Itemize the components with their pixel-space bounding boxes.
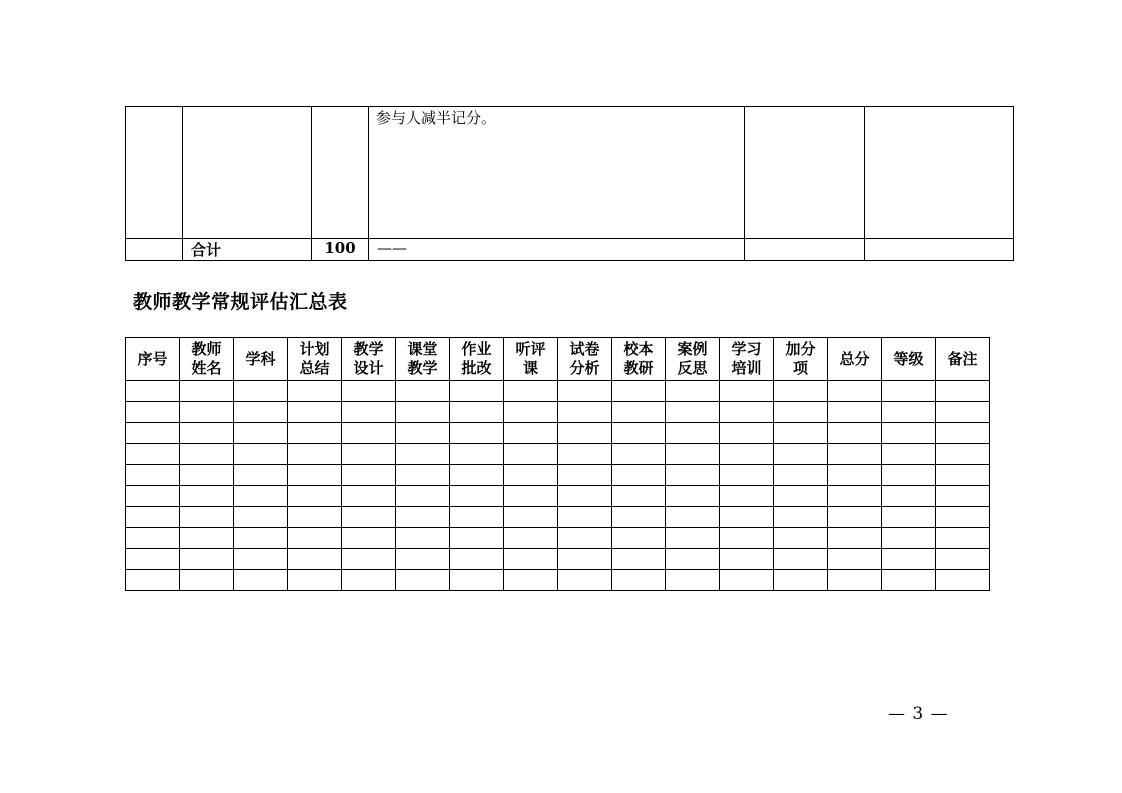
column-header-text: 设计 (353, 359, 384, 377)
table-cell (936, 402, 990, 423)
table-row (126, 465, 990, 486)
column-header-text: 课堂 (407, 340, 438, 358)
table-cell (126, 423, 180, 444)
table-cell (396, 486, 450, 507)
table-cell (558, 507, 612, 528)
table-cell (774, 423, 828, 444)
table-cell (936, 486, 990, 507)
table-cell (774, 381, 828, 402)
table-cell (882, 465, 936, 486)
section-title: 教师教学常规评估汇总表 (133, 291, 348, 313)
table-cell (450, 444, 504, 465)
column-header-text: 等级 (893, 349, 924, 368)
table-cell (450, 423, 504, 444)
table-cell (180, 444, 234, 465)
column-header-text: 分析 (569, 359, 600, 377)
table-cell (504, 486, 558, 507)
column-header-text: 教师 (191, 340, 222, 358)
table-cell (450, 549, 504, 570)
table-cell (882, 528, 936, 549)
table-cell (180, 423, 234, 444)
table-cell (288, 507, 342, 528)
table-cell (612, 549, 666, 570)
table-cell (666, 423, 720, 444)
table-cell (342, 423, 396, 444)
continued-row (126, 107, 1014, 239)
table-cell (342, 381, 396, 402)
table-cell (396, 465, 450, 486)
table-cell (180, 507, 234, 528)
table-cell (504, 402, 558, 423)
table-cell (666, 507, 720, 528)
table-cell (774, 465, 828, 486)
column-header-text: 反思 (677, 359, 708, 377)
column-header (936, 338, 990, 381)
table-cell (234, 486, 288, 507)
table-cell (450, 381, 504, 402)
table-cell (666, 486, 720, 507)
column-header-text: 序号 (137, 349, 168, 368)
table-cell (126, 239, 183, 261)
table-cell (180, 465, 234, 486)
table-cell (558, 549, 612, 570)
table-cell (126, 444, 180, 465)
table-cell (828, 549, 882, 570)
table-cell (288, 528, 342, 549)
table-cell (882, 486, 936, 507)
evaluation-summary-table (125, 337, 990, 591)
column-header-text: 计划 (299, 340, 330, 358)
table-cell (666, 528, 720, 549)
table-row (126, 381, 990, 402)
table-cell (666, 465, 720, 486)
column-header-text: 听评 (515, 340, 546, 358)
table-cell (234, 402, 288, 423)
table-cell (234, 549, 288, 570)
table-cell (558, 381, 612, 402)
column-header (396, 338, 450, 381)
total-label: 合计 (183, 239, 312, 261)
column-header-text: 教学 (407, 359, 438, 377)
column-header-text: 总分 (839, 349, 870, 368)
table-cell (288, 444, 342, 465)
table-cell (234, 507, 288, 528)
table-cell (774, 444, 828, 465)
column-header (882, 338, 936, 381)
table-cell (936, 444, 990, 465)
table-cell (558, 444, 612, 465)
table-cell (612, 444, 666, 465)
table-cell (180, 528, 234, 549)
table-cell (666, 570, 720, 591)
column-header (450, 338, 504, 381)
table-cell (312, 107, 369, 239)
table-cell (720, 444, 774, 465)
column-header-text: 项 (792, 359, 808, 377)
table-cell (288, 486, 342, 507)
table-cell (126, 549, 180, 570)
table-cell (504, 465, 558, 486)
table-cell (126, 381, 180, 402)
table-cell (936, 423, 990, 444)
column-header (288, 338, 342, 381)
table-cell (720, 549, 774, 570)
table-cell (234, 528, 288, 549)
column-header (774, 338, 828, 381)
table-cell (234, 423, 288, 444)
table-cell (342, 444, 396, 465)
table-cell (396, 528, 450, 549)
table-cell (126, 465, 180, 486)
table-cell (126, 402, 180, 423)
table-row (126, 507, 990, 528)
table-cell (558, 423, 612, 444)
table-cell (180, 381, 234, 402)
table-cell (612, 486, 666, 507)
table-cell (774, 570, 828, 591)
table-cell (396, 402, 450, 423)
table-cell (720, 507, 774, 528)
table-cell (450, 528, 504, 549)
table-cell (612, 528, 666, 549)
table-cell (666, 381, 720, 402)
table-cell (342, 486, 396, 507)
table-cell (828, 465, 882, 486)
table-cell (183, 107, 312, 239)
table-cell (558, 402, 612, 423)
table-row (126, 486, 990, 507)
table-cell (126, 507, 180, 528)
table-cell (720, 381, 774, 402)
table-cell (396, 507, 450, 528)
table-cell (936, 465, 990, 486)
table-cell (666, 549, 720, 570)
column-header (558, 338, 612, 381)
column-header-text: 批改 (461, 359, 492, 377)
table-cell (558, 486, 612, 507)
table-cell (396, 381, 450, 402)
table-cell (774, 486, 828, 507)
table-cell (288, 465, 342, 486)
table-cell (504, 423, 558, 444)
table-cell (288, 570, 342, 591)
table-cell (450, 570, 504, 591)
table-cell (504, 528, 558, 549)
table-cell (828, 486, 882, 507)
table-cell (666, 444, 720, 465)
table-cell (180, 402, 234, 423)
table-cell (745, 239, 865, 261)
column-header (126, 338, 180, 381)
total-score: 100 (312, 239, 369, 261)
table-cell (180, 549, 234, 570)
table-cell (612, 402, 666, 423)
column-header (828, 338, 882, 381)
table-cell (342, 528, 396, 549)
table-cell (126, 570, 180, 591)
table-cell (126, 486, 180, 507)
column-header (234, 338, 288, 381)
column-header-text: 作业 (461, 340, 492, 358)
column-header (612, 338, 666, 381)
scoring-table-continued (125, 106, 1014, 261)
table-cell (882, 423, 936, 444)
table-cell (720, 486, 774, 507)
table-cell (936, 549, 990, 570)
table-cell (288, 549, 342, 570)
table-cell (126, 107, 183, 239)
table-cell (504, 507, 558, 528)
table-cell (828, 528, 882, 549)
table-row (126, 528, 990, 549)
table-row (126, 423, 990, 444)
table-cell (828, 381, 882, 402)
table-cell (666, 402, 720, 423)
table-cell (504, 444, 558, 465)
table-cell (450, 402, 504, 423)
column-header-text: 总结 (299, 359, 330, 377)
total-row (126, 239, 1014, 261)
column-header (342, 338, 396, 381)
table-cell (936, 528, 990, 549)
table-cell (828, 423, 882, 444)
table-cell (342, 549, 396, 570)
table-cell (558, 570, 612, 591)
column-header (504, 338, 558, 381)
column-header-text: 姓名 (191, 359, 222, 377)
table-cell (882, 381, 936, 402)
table-cell (504, 549, 558, 570)
table-cell (234, 381, 288, 402)
column-header-text: 课 (522, 359, 538, 377)
table-cell (882, 507, 936, 528)
table-cell (342, 402, 396, 423)
column-header-text: 培训 (731, 359, 762, 377)
table-row (126, 549, 990, 570)
table-cell (504, 570, 558, 591)
table-cell (720, 528, 774, 549)
table-cell (720, 570, 774, 591)
table-cell (828, 402, 882, 423)
table-cell (234, 570, 288, 591)
table-cell (882, 402, 936, 423)
table-cell (342, 465, 396, 486)
column-header-text: 学科 (245, 349, 276, 368)
table-cell (720, 465, 774, 486)
table-cell (774, 528, 828, 549)
table-cell (865, 239, 1014, 261)
column-header-text: 加分 (785, 340, 816, 358)
table-cell (180, 486, 234, 507)
table-cell (612, 381, 666, 402)
table-cell (720, 402, 774, 423)
table-cell (612, 507, 666, 528)
table-cell (504, 381, 558, 402)
column-header (180, 338, 234, 381)
column-header-text: 备注 (947, 349, 978, 368)
total-dash: —— (369, 239, 745, 261)
table-cell (828, 570, 882, 591)
table-cell (612, 465, 666, 486)
table-cell (720, 423, 774, 444)
table-cell (828, 444, 882, 465)
table-cell (936, 570, 990, 591)
column-header-text: 教研 (623, 359, 654, 377)
column-header-text: 案例 (677, 340, 708, 358)
table-cell (774, 549, 828, 570)
table-cell (612, 570, 666, 591)
table-cell (936, 507, 990, 528)
table-cell (558, 528, 612, 549)
column-header-text: 试卷 (569, 340, 600, 358)
table-cell (558, 465, 612, 486)
column-header-text: 学习 (731, 340, 762, 358)
column-header-text: 校本 (623, 340, 654, 358)
continued-criteria-text: 参与人减半记分。 (376, 109, 497, 127)
summary-table-body (126, 381, 990, 591)
table-cell (828, 507, 882, 528)
table-row (126, 402, 990, 423)
table-row (126, 570, 990, 591)
table-cell (126, 528, 180, 549)
table-cell (342, 507, 396, 528)
table-cell (396, 444, 450, 465)
table-cell (612, 423, 666, 444)
criteria-cell (369, 107, 745, 239)
table-cell (288, 423, 342, 444)
table-cell (450, 465, 504, 486)
table-cell (450, 486, 504, 507)
table-cell (234, 465, 288, 486)
table-cell (774, 402, 828, 423)
table-cell (396, 423, 450, 444)
table-cell (774, 507, 828, 528)
table-cell (342, 570, 396, 591)
table-cell (396, 549, 450, 570)
table-cell (936, 381, 990, 402)
table-cell (882, 570, 936, 591)
table-row (126, 444, 990, 465)
table-cell (450, 507, 504, 528)
page-number: — 3 — (888, 704, 949, 724)
table-cell (288, 402, 342, 423)
column-header (720, 338, 774, 381)
table-cell (288, 381, 342, 402)
table-cell (745, 107, 865, 239)
column-header-text: 教学 (353, 340, 384, 358)
table-cell (180, 570, 234, 591)
table-cell (234, 444, 288, 465)
header-row (126, 338, 990, 381)
table-cell (882, 549, 936, 570)
table-cell (882, 444, 936, 465)
column-header (666, 338, 720, 381)
table-cell (396, 570, 450, 591)
table-cell (865, 107, 1014, 239)
